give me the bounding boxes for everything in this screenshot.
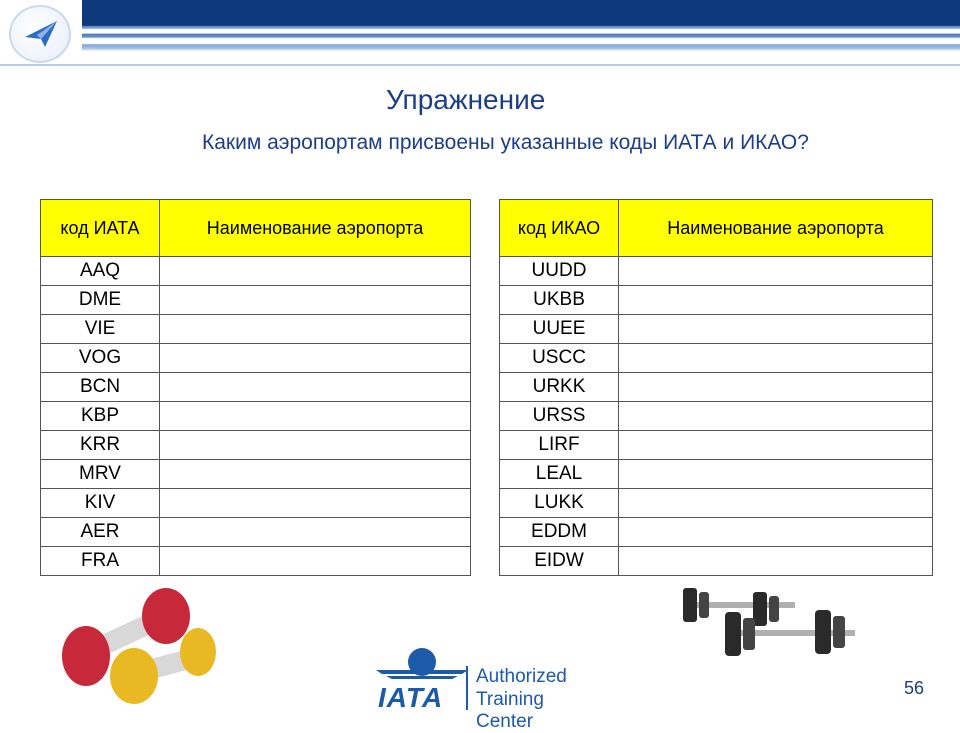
table-row [41,460,471,489]
airport-code-cell: DME [41,286,160,315]
airport-code-cell: KBP [41,402,160,431]
airport-code-cell: UKBB [500,286,619,315]
table-row [500,286,933,315]
page-title: Упражнение [386,84,546,115]
airport-name-cell[interactable] [160,257,471,286]
table-row [500,315,933,344]
airport-name-cell[interactable] [160,547,471,576]
logo-line-1: Authorized [476,666,567,687]
icao-codes-table [499,199,933,576]
airport-name-cell[interactable] [619,373,933,402]
table-row [41,373,471,402]
table-row [500,547,933,576]
iata-brand-text: IATA [378,682,444,713]
iata-name-header: Наименование аэропорта [160,200,471,257]
table-row [41,402,471,431]
airport-name-cell[interactable] [619,547,933,576]
table-row [41,344,471,373]
icao-code-header: код ИКАО [500,200,619,257]
header-divider [0,64,960,66]
airport-name-cell[interactable] [160,402,471,431]
airport-code-cell: UUEE [500,315,619,344]
table-row [41,489,471,518]
dumbbell-icon [48,586,218,710]
table-row [41,286,471,315]
iata-code-header: код ИАТА [41,200,160,257]
airport-name-cell[interactable] [619,431,933,460]
iata-authorized-training-logo [372,644,582,732]
airport-name-cell[interactable] [619,344,933,373]
table-row [41,431,471,460]
table-row [41,518,471,547]
airport-name-cell[interactable] [160,286,471,315]
airport-name-cell[interactable] [619,286,933,315]
airport-name-cell[interactable] [160,315,471,344]
logo-line-2: Training Center [476,689,544,732]
airport-code-cell: LUKK [500,489,619,518]
airport-code-cell: BCN [41,373,160,402]
airport-code-cell: AAQ [41,257,160,286]
airport-name-cell[interactable] [619,460,933,489]
table-row [500,402,933,431]
airport-name-cell[interactable] [160,373,471,402]
airport-code-cell: URSS [500,402,619,431]
page-subtitle: Каким аэропортам присвоены указанные коды ИАТА и ИКАО? [202,131,809,154]
airport-name-cell[interactable] [160,518,471,547]
table-row [500,460,933,489]
airport-name-cell[interactable] [160,489,471,518]
airport-name-cell[interactable] [160,460,471,489]
header-logo [0,0,82,66]
barbell-dumbbells-icon [665,582,865,682]
table-row [41,257,471,286]
airport-code-cell: LIRF [500,431,619,460]
table-row [500,373,933,402]
airport-code-cell: USCC [500,344,619,373]
airport-code-cell: EIDW [500,547,619,576]
airport-name-cell[interactable] [619,315,933,344]
airport-code-cell: LEAL [500,460,619,489]
table-row [41,315,471,344]
airport-name-cell[interactable] [160,344,471,373]
table-row [500,489,933,518]
airport-code-cell: UUDD [500,257,619,286]
icao-name-header: Наименование аэропорта [619,200,933,257]
airport-code-cell: EDDM [500,518,619,547]
airport-code-cell: URKK [500,373,619,402]
airport-code-cell: FRA [41,547,160,576]
table-row [500,431,933,460]
airport-code-cell: VOG [41,344,160,373]
table-row [500,257,933,286]
table-row [41,547,471,576]
iata-codes-table [40,199,471,576]
airport-name-cell[interactable] [619,257,933,286]
page-number: 56 [904,678,925,698]
airport-code-cell: AER [41,518,160,547]
logo-divider [466,666,468,710]
airport-name-cell[interactable] [619,489,933,518]
airport-code-cell: MRV [41,460,160,489]
airport-code-cell: VIE [41,315,160,344]
table-row [500,518,933,547]
airport-code-cell: KIV [41,489,160,518]
table-row [500,344,933,373]
airport-code-cell: KRR [41,431,160,460]
header-bar [82,0,960,64]
airport-name-cell[interactable] [160,431,471,460]
airport-name-cell[interactable] [619,402,933,431]
airplane-logo-icon [9,5,71,63]
airport-name-cell[interactable] [619,518,933,547]
